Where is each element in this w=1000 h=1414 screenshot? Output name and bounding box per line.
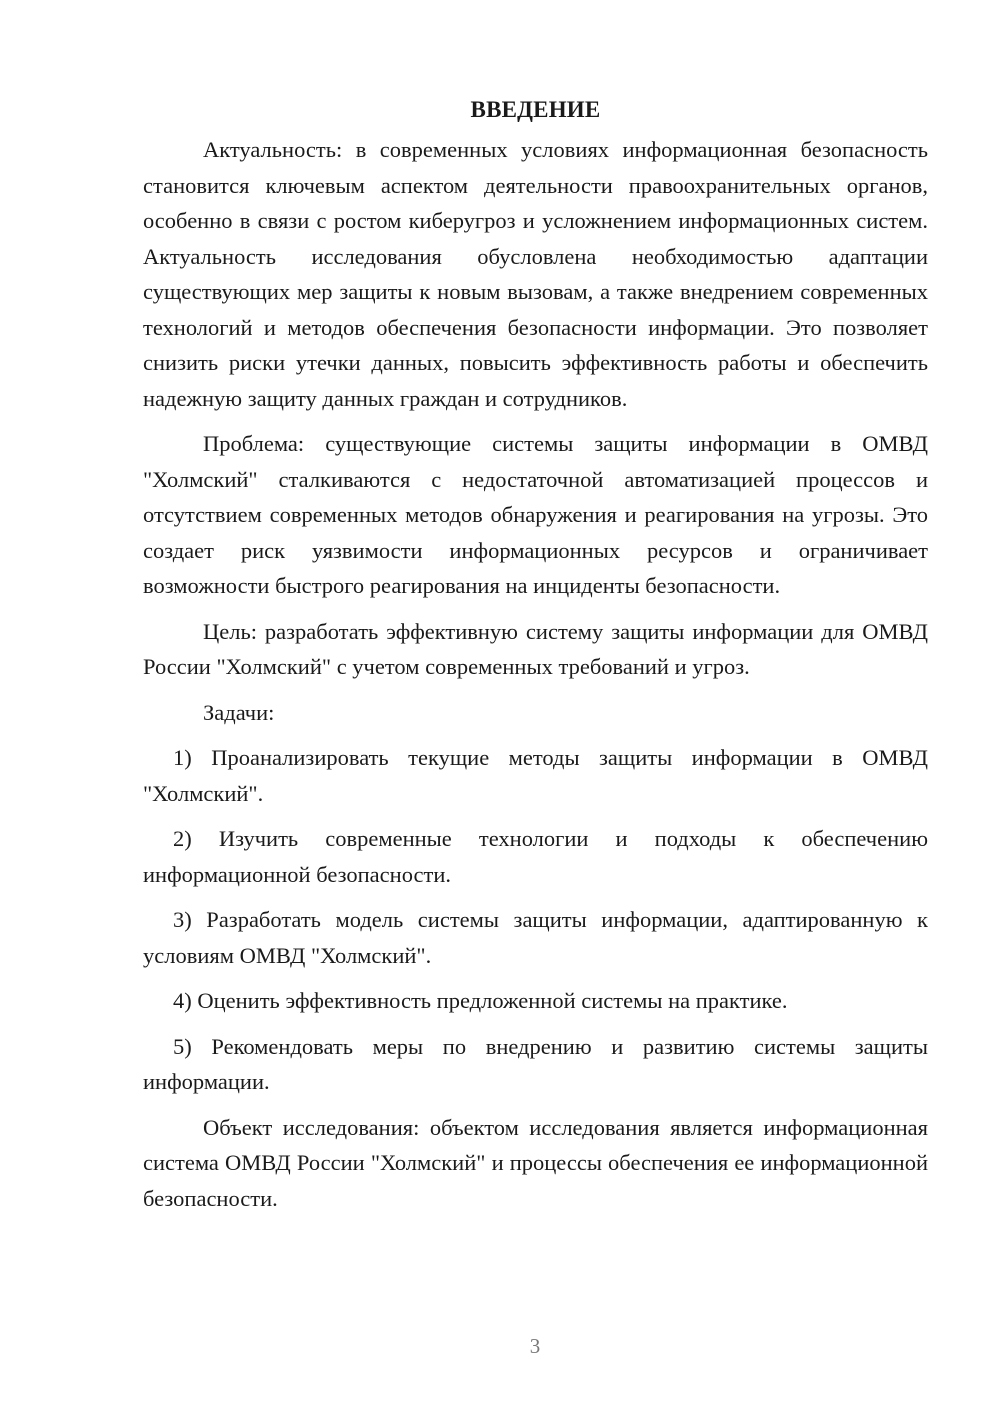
task-item-3: 3) Разработать модель системы защиты информации, адаптированную к условиям ОМВД "Холмский". (143, 907, 928, 968)
page-number: 3 (529, 1334, 541, 1358)
task-item-4: 4) Оценить эффективность предложенной системы на практике. (173, 988, 788, 1013)
task-item-5: 5) Рекомендовать меры по внедрению и развитию системы защиты информации. (143, 1033, 928, 1094)
paragraph-relevance: Актуальность: в современных условиях информационная безопасность становится ключевым аспектом деятельности правоохранительных органов, особенно в связи с ростом киберугроз и усложнением информационных систем. Актуальность исследования обусловлена необходимостью адаптации существующих мер защиты к новым вызовам, а также внедрением современных технологий и методов обеспечения безопасности информации. Это позволяет снизить риски утечки данных, повысить эффективность работы и обеспечить надежную защиту данных граждан и сотрудников. (143, 137, 928, 411)
task-item-2: 2) Изучить современные технологии и подходы к обеспечению информационной безопасности. (143, 826, 928, 887)
task-item-1: 1) Проанализировать текущие методы защиты информации в ОМВД "Холмский". (143, 745, 928, 806)
section-title: ВВЕДЕНИЕ (470, 97, 601, 122)
paragraph-goal: Цель: разработать эффективную систему защиты информации для ОМВД России "Холмский" с учетом современных требований и угроз. (143, 618, 928, 679)
page-content (143, 92, 928, 1226)
paragraph-object: Объект исследования: объектом исследования является информационная система ОМВД России "Холмский" и процессы обеспечения ее информационной безопасности. (143, 1114, 928, 1211)
paragraph-problem: Проблема: существующие системы защиты информации в ОМВД "Холмский" сталкиваются с недостаточной автоматизацией процессов и отсутствием современных методов обнаружения и реагирования на угрозы. Это создает риск уязвимости информационных ресурсов и ограничивает возможности быстрого реагирования на инциденты безопасности. (143, 431, 928, 598)
tasks-heading: Задачи: (203, 699, 275, 725)
